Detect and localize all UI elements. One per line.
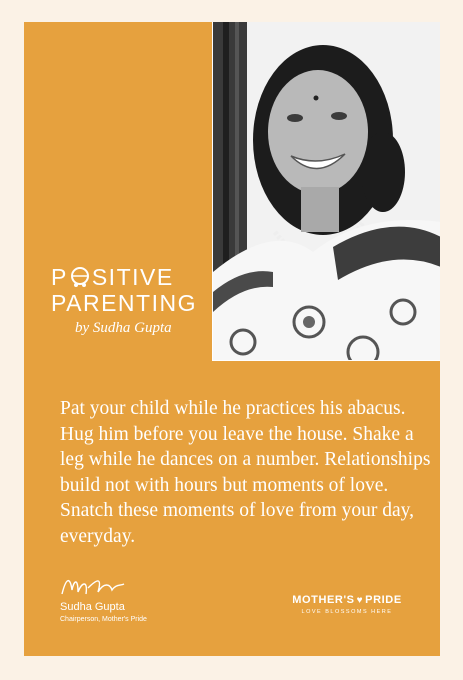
poster-card (24, 22, 440, 656)
brand-name-right: PRIDE (365, 594, 402, 606)
signature-image (58, 572, 128, 600)
title-line-parenting: PARENTING (51, 290, 197, 316)
brand-name-left: MOTHER'S (292, 594, 355, 606)
brand-logo (282, 594, 412, 615)
heart-icon: ♥ (356, 594, 364, 606)
title-suffix: SITIVE (91, 264, 174, 290)
portrait-photo (212, 22, 440, 361)
title-line-positive (51, 264, 221, 290)
byline: by Sudha Gupta (75, 320, 172, 336)
signer-title: Chairperson, Mother's Pride (60, 616, 147, 623)
brand-tagline: LOVE BLOSSOMS HERE (301, 609, 393, 615)
title-prefix: P (51, 264, 68, 290)
quote-text: Pat your child while he practices his abacus. Hug him before you leave the house. Shake a leg while he dances on a number. Relationships build not with hours but moments of love. Snatch these moments of love from your day, everyday. (60, 398, 431, 547)
portrait-image (213, 22, 440, 360)
signer-name: Sudha Gupta (60, 601, 125, 613)
pram-icon (69, 266, 91, 288)
brand-name (282, 594, 412, 606)
series-title (51, 264, 221, 337)
